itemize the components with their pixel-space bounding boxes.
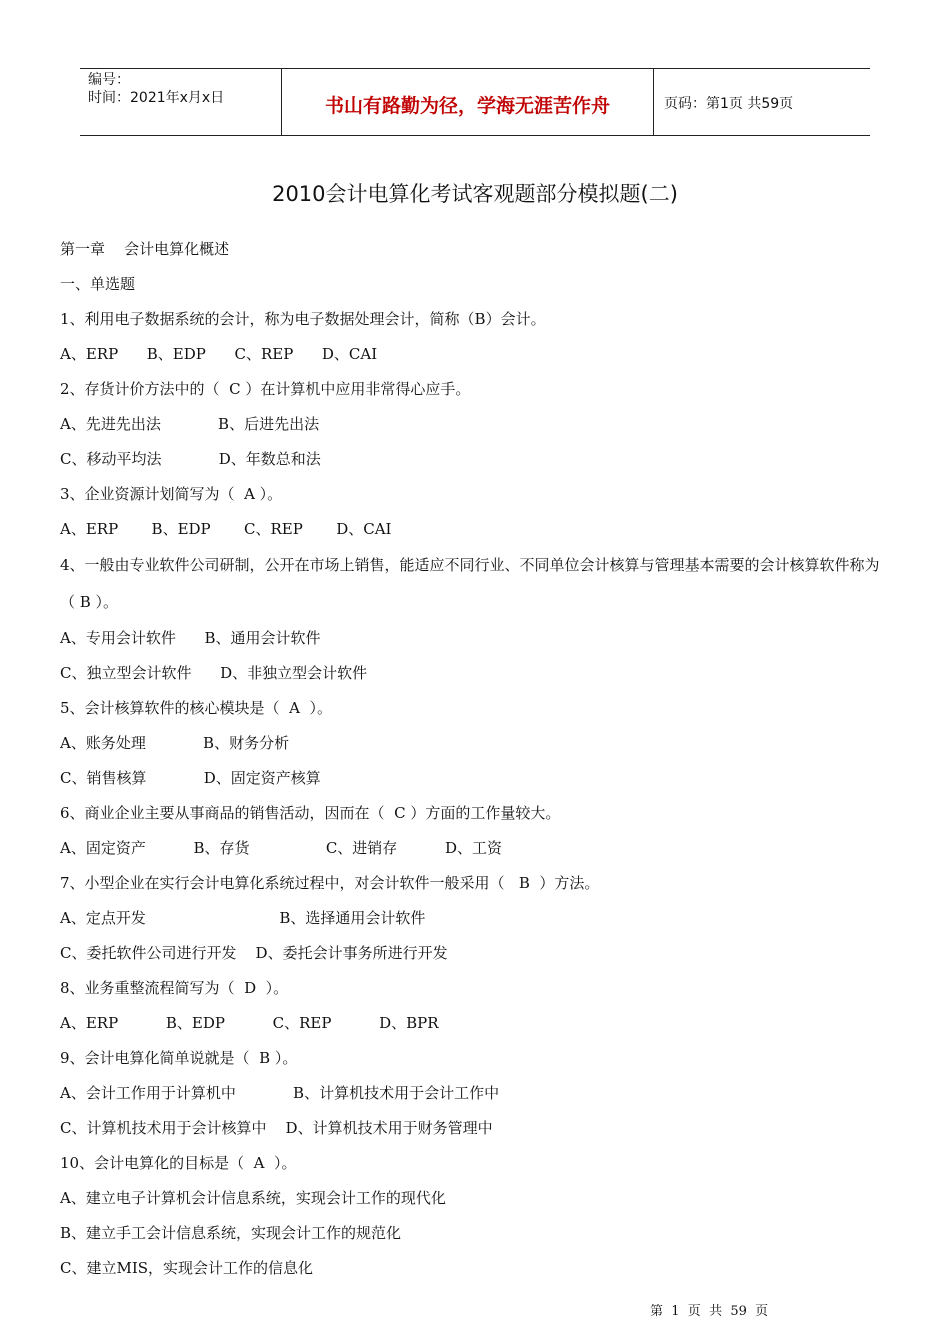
text-line: 8、业务重整流程简写为（ D ）。 (60, 979, 289, 997)
text-line: 6、商业企业主要从事商品的销售活动，因而在（ C ）方面的工作量较大。 (60, 804, 561, 822)
text-line: A、ERP B、EDP C、REP D、BPR (60, 1014, 439, 1032)
text-line: 9、会计电算化简单说就是（ B ）。 (60, 1049, 298, 1067)
document-title: 2010会计电算化考试客观题部分模拟题(二) (272, 182, 678, 206)
date-label: 时间：2021年x月x日 (88, 90, 225, 106)
text-line: A、账务处理 B、财务分析 (60, 734, 290, 752)
text-line: 一、单选题 (60, 275, 136, 293)
text-line: 5、会计核算软件的核心模块是（ A ）。 (60, 699, 332, 717)
text-line: 1、利用电子数据系统的会计，称为电子数据处理会计，简称（B）会计。 (60, 310, 546, 328)
text-line: C、计算机技术用于会计核算中 D、计算机技术用于财务管理中 (60, 1119, 493, 1137)
text-line: B、建立手工会计信息系统，实现会计工作的规范化 (60, 1224, 402, 1242)
text-line: 4、一般由专业软件公司研制，公开在市场上销售，能适应不同行业、不同单位会计核算与管理基本需要的会计核算软件称为（ B ）。 (60, 556, 880, 611)
text-line: 2、存货计价方法中的（ C ）在计算机中应用非常得心应手。 (60, 380, 471, 398)
number-label: 编号： (88, 72, 130, 88)
text-line: 第一章 会计电算化概述 (60, 240, 230, 258)
header-meta (80, 69, 282, 135)
text-line: 7、小型企业在实行会计电算化系统过程中，对会计软件一般采用（ B ）方法。 (60, 874, 600, 892)
text-line: A、ERP B、EDP C、REP D、CAI (60, 520, 392, 538)
text-line: 10、会计电算化的目标是（ A ）。 (60, 1154, 297, 1172)
text-line: A、先进先出法 B、后进先出法 (60, 415, 320, 433)
text-line: C、委托软件公司进行开发 D、委托会计事务所进行开发 (60, 944, 448, 962)
header-page-info: 页码：第1页 共59页 (664, 96, 794, 112)
text-line: C、建立MIS，实现会计工作的信息化 (60, 1259, 314, 1277)
text-line: A、固定资产 B、存货 C、进销存 D、工资 (60, 839, 503, 857)
text-line: 3、企业资源计划简写为（ A ）。 (60, 485, 283, 503)
header-motto: 书山有路勤为径，学海无涯苦作舟 (282, 69, 654, 135)
text-line: C、移动平均法 D、年数总和法 (60, 450, 321, 468)
text-line: C、销售核算 D、固定资产核算 (60, 769, 321, 787)
text-line: A、专用会计软件 B、通用会计软件 (60, 629, 321, 647)
question-list (60, 232, 890, 1286)
text-line: A、建立电子计算机会计信息系统，实现会计工作的现代化 (60, 1189, 446, 1207)
page-footer: 第 1 页 共 59 页 (650, 1304, 769, 1319)
text-line: A、会计工作用于计算机中 B、计算机技术用于会计工作中 (60, 1084, 500, 1102)
header-table (80, 68, 870, 136)
text-line: A、定点开发 B、选择通用会计软件 (60, 909, 426, 927)
text-line: A、ERP B、EDP C、REP D、CAI (60, 345, 378, 363)
text-line: C、独立型会计软件 D、非独立型会计软件 (60, 664, 368, 682)
